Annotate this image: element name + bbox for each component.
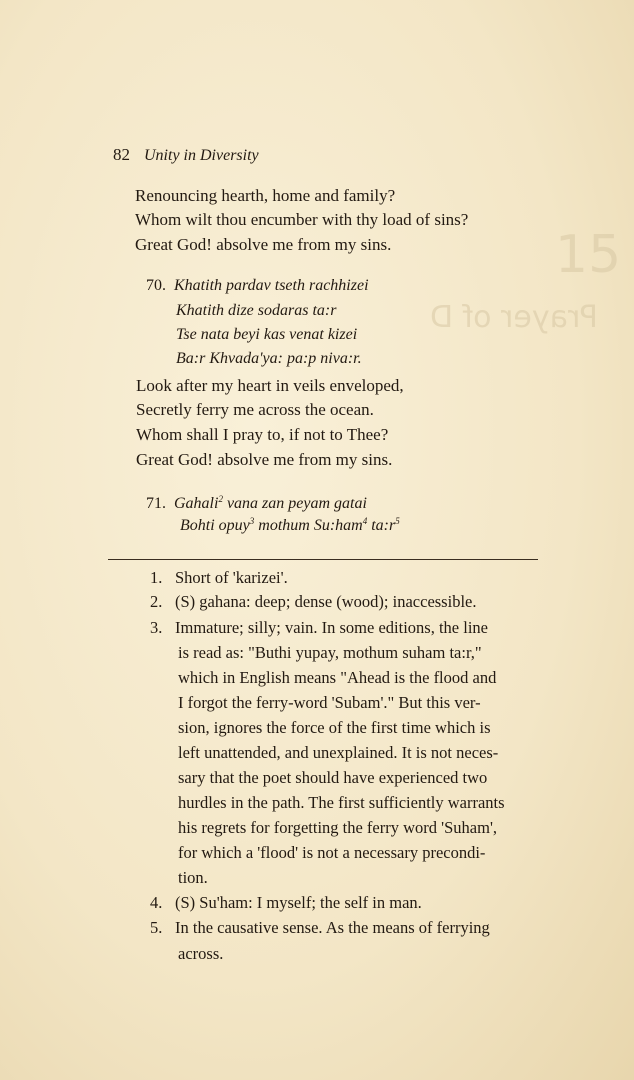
- verse-number: 71.: [146, 495, 166, 512]
- footnote-3-line: is read as: "Buthi yupay, mothum suham ta:r,": [178, 643, 482, 662]
- english-line: Great God! absolve me from my sins.: [136, 450, 393, 469]
- english-line: Great God! absolve me from my sins.: [135, 235, 392, 254]
- footnote-3-line: I forgot the ferry-word 'Subam'." But this ver-: [178, 693, 481, 712]
- english-line: Whom shall I pray to, if not to Thee?: [136, 425, 389, 444]
- footnote-3-line: hurdles in the path. The first sufficiently warrants: [178, 793, 505, 812]
- show-through-ghost: Prayer of D: [430, 300, 598, 335]
- english-line: Renouncing hearth, home and family?: [135, 186, 396, 205]
- footnote-3: 3. Immature; silly; vain. In some editions, the line: [150, 618, 488, 637]
- kashmiri-line: Khatith dize sodaras ta:r: [176, 302, 337, 319]
- footnote-3-line: his regrets for forgetting the ferry word 'Suham',: [178, 818, 498, 837]
- kashmiri-line: Tse nata beyi kas venat kizei: [176, 326, 358, 343]
- footnote-3-line: tion.: [178, 868, 208, 887]
- footnote-5: 5. In the causative sense. As the means of ferrying: [150, 918, 490, 937]
- running-title: Unity in Diversity: [144, 147, 259, 164]
- kashmiri-line: Ba:r Khvada'ya: pa:p niva:r.: [176, 350, 362, 367]
- footnote-3-line: sion, ignores the force of the first time which is: [178, 718, 491, 737]
- english-line: Whom wilt thou encumber with thy load of sins?: [135, 210, 469, 229]
- footnote-3-line: which in English means "Ahead is the flood and: [178, 668, 497, 687]
- english-line: Secretly ferry me across the ocean.: [136, 400, 374, 419]
- footnote-3-line: left unattended, and unexplained. It is not neces-: [178, 743, 499, 762]
- page-number: 82: [113, 145, 130, 164]
- running-header: [113, 145, 259, 165]
- footnote-3-line: sary that the poet should have experienced two: [178, 768, 488, 787]
- show-through-ghost: 15: [555, 225, 622, 285]
- kashmiri-line: Bohti opuy$^3$ mothum Su:ham$^4$ $ta:r^5$: [180, 516, 400, 534]
- footnote-5-line: across.: [178, 944, 224, 963]
- verse-number: 70.: [146, 277, 166, 294]
- kashmiri-line: 70. Khatith pardav tseth rachhizei: [146, 277, 369, 294]
- english-line: Look after my heart in veils enveloped,: [136, 376, 404, 395]
- footnote-1: 1. Short of 'karizei'.: [150, 568, 288, 587]
- footnote-4: 4. (S) Su'ham: I myself; the self in man.: [150, 893, 422, 912]
- kashmiri-line: 71. Gahali$^2$ vana zan peyam gatai: [146, 494, 367, 512]
- footnote-2: 2. (S) gahana: deep; dense (wood); inaccessible.: [150, 592, 477, 611]
- footnote-3-line: for which a 'flood' is not a necessary precondi-: [178, 843, 486, 862]
- footnote-rule: [108, 559, 538, 560]
